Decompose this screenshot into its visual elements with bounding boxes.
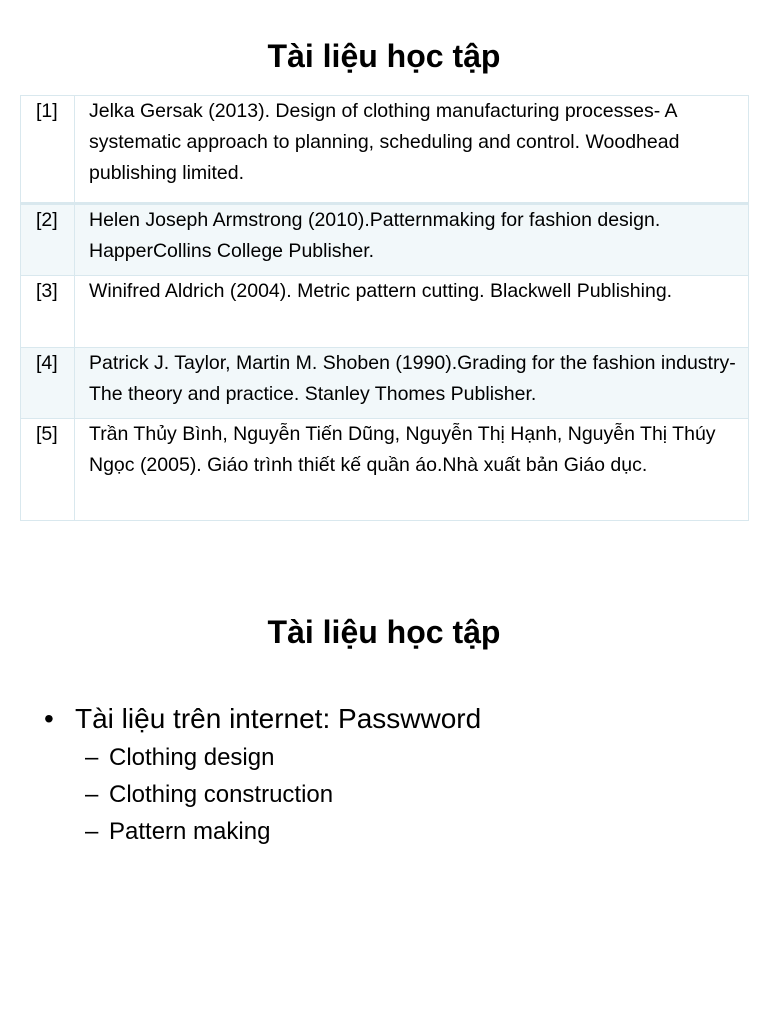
sub-item-text: Clothing design <box>109 744 275 771</box>
sub-item-text: Pattern making <box>109 818 271 845</box>
table-row <box>21 419 749 521</box>
reference-text: Trần Thủy Bình, Nguyễn Tiến Dũng, Nguyễn Thị Hạnh, Nguyễn Thị Thúy Ngọc (2005). Giáo trình thiết kế quần áo.Nhà xuất bản Giáo dục. <box>75 419 749 521</box>
reference-number: [5] <box>21 419 75 521</box>
bullet-text: Tài liệu trên internet: Passwword <box>75 703 482 734</box>
table-row <box>21 276 749 348</box>
dash-icon: – <box>85 744 99 771</box>
section-title: Tài liệu học tập <box>267 614 501 650</box>
table-row <box>21 348 749 419</box>
list-item <box>85 813 744 850</box>
reference-text: Patrick J. Taylor, Martin M. Shoben (1990).Grading for the fashion industry- The theory and practice. Stanley Thomes Publisher. <box>75 348 749 419</box>
list-item <box>44 700 744 850</box>
list-item <box>85 739 744 776</box>
reference-number: [4] <box>21 348 75 419</box>
reference-text: Winifred Aldrich (2004). Metric pattern cutting. Blackwell Publishing. <box>75 276 749 348</box>
dash-icon: – <box>85 818 99 845</box>
list-item <box>85 776 744 813</box>
dash-icon: – <box>85 781 99 808</box>
page-title: Tài liệu học tập <box>267 38 501 74</box>
reference-number: [2] <box>21 204 75 276</box>
bullet-icon: • <box>44 703 54 734</box>
table-row <box>21 204 749 276</box>
bullet-list <box>44 700 744 850</box>
reference-text: Helen Joseph Armstrong (2010).Patternmaking for fashion design. HapperCollins College Publisher. <box>75 204 749 276</box>
reference-number: [1] <box>21 96 75 204</box>
sub-item-text: Clothing construction <box>109 781 334 808</box>
reference-number: [3] <box>21 276 75 348</box>
reference-table <box>20 95 749 521</box>
reference-text: Jelka Gersak (2013). Design of clothing manufacturing processes- A systematic approach to planning, scheduling and control. Woodhead publishing limited. <box>75 96 749 204</box>
table-row <box>21 96 749 204</box>
sub-list <box>75 739 744 850</box>
